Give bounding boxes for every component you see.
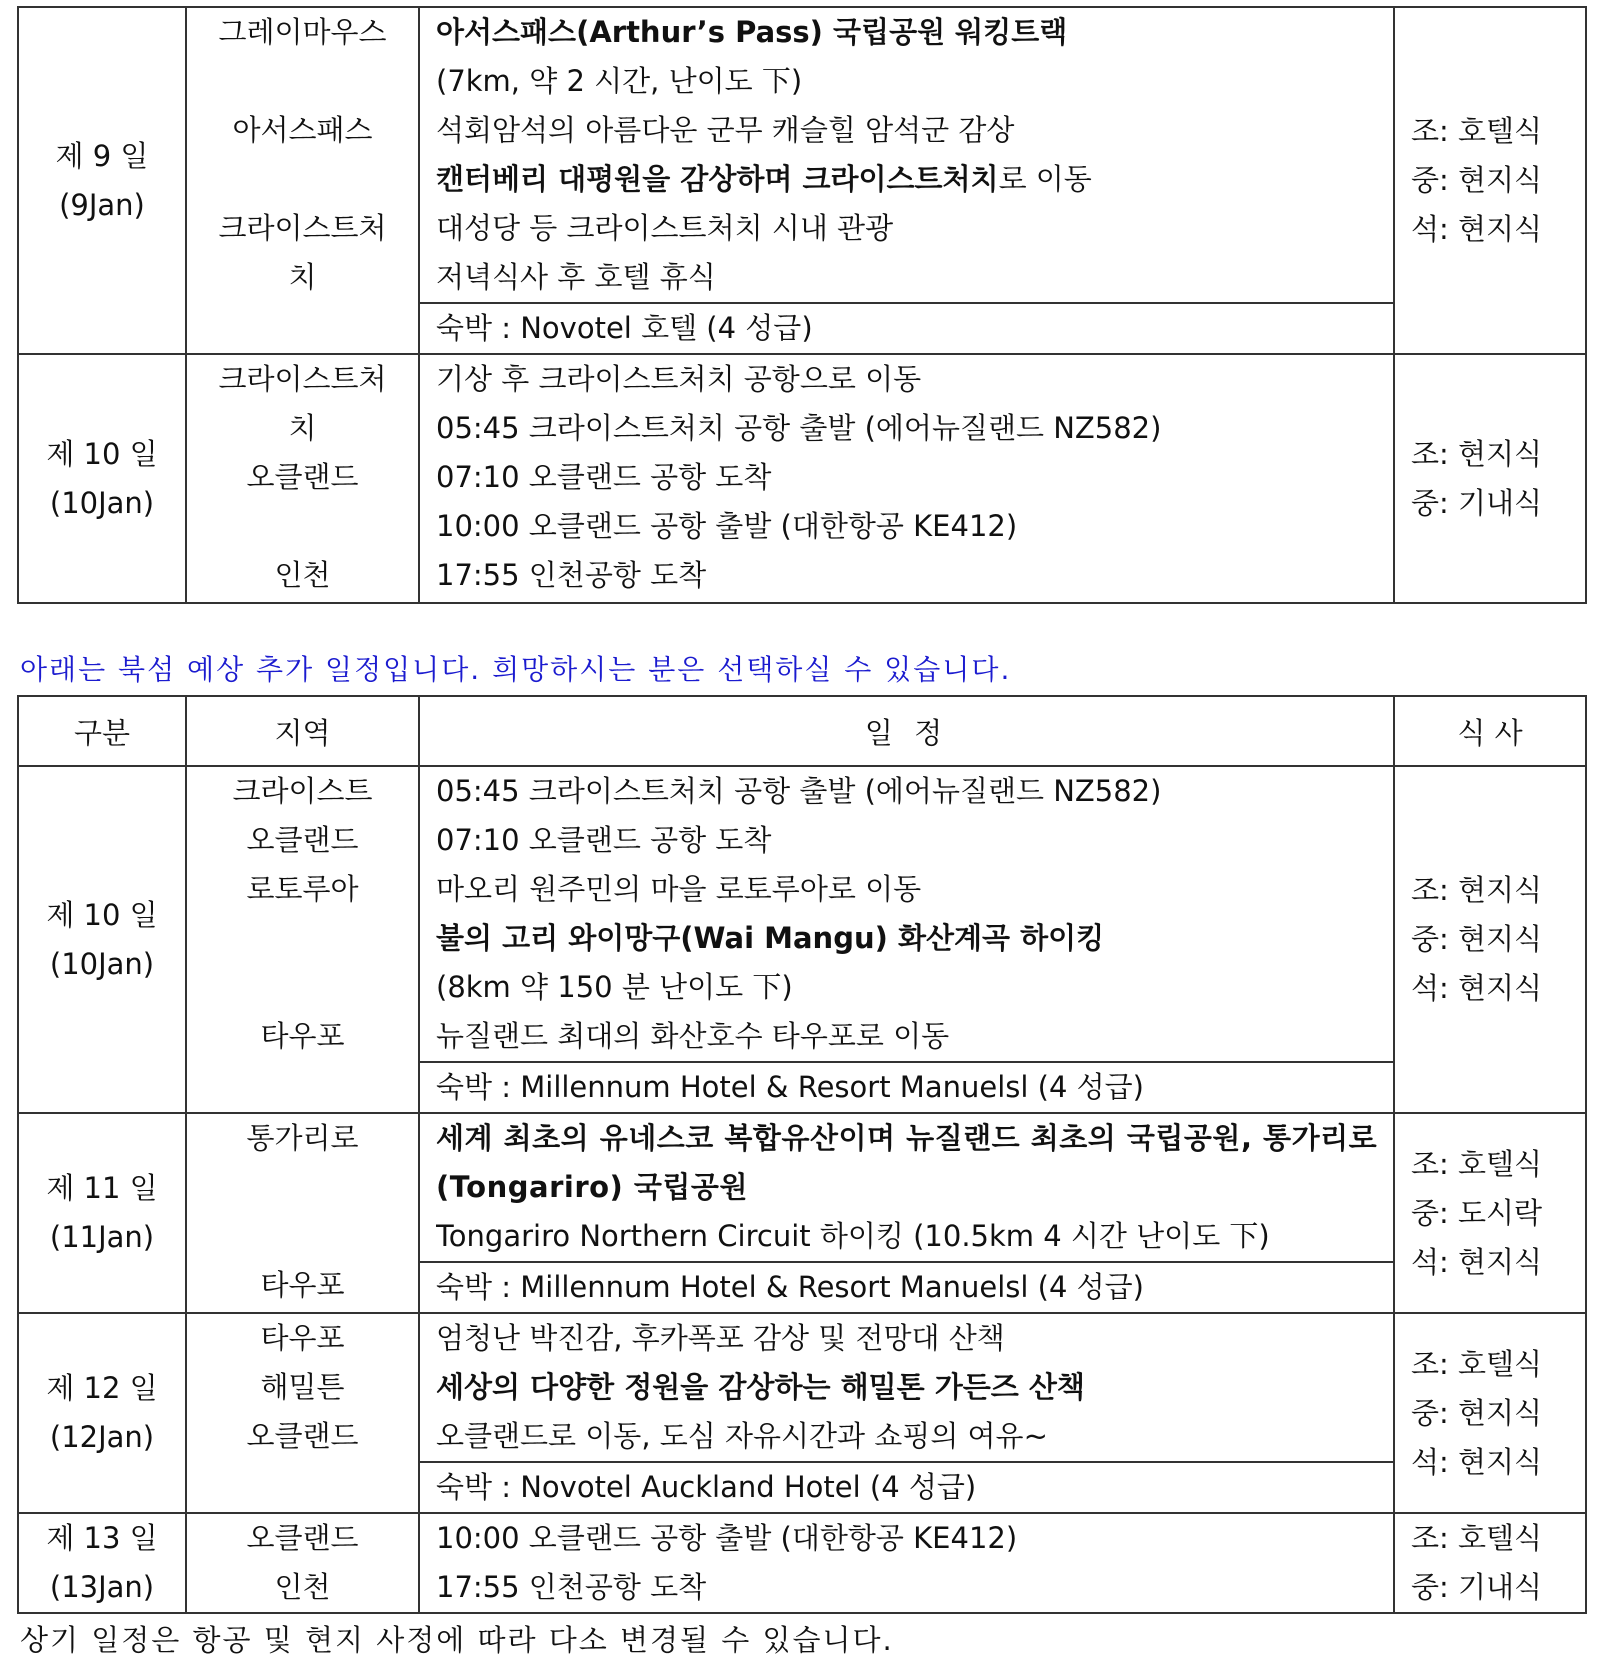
day-cell — [18, 1313, 186, 1513]
lodging-info: 숙박 : Novotel 호텔 (4 성급) — [420, 302, 1393, 353]
meal-item: 중: 도시락 — [1411, 1195, 1543, 1230]
region-cell — [186, 1313, 419, 1513]
region-name: 인천 — [274, 1570, 331, 1604]
schedule-cell — [419, 1113, 1394, 1313]
meal-item: 석: 현지식 — [1411, 971, 1543, 1005]
region-name: 아서스패스 — [232, 113, 373, 147]
day-label: 제 9 일 — [55, 138, 149, 173]
schedule-item — [436, 155, 1385, 204]
schedule-item: (8km 약 150 분 난이도 下) — [436, 970, 793, 1004]
schedule-item: 아서스패스(Arthur’s Pass) 국립공원 워킹트랙 — [436, 15, 1068, 49]
schedule-item: 저녁식사 후 호텔 휴식 — [436, 260, 716, 294]
meal-cell — [1394, 1513, 1586, 1613]
schedule-item: 오클랜드로 이동, 도심 자유시간과 쇼핑의 여유~ — [436, 1419, 1048, 1453]
region-name: 크라이스트 — [232, 774, 373, 808]
region-name: 타우포 — [260, 1321, 345, 1355]
lodging-info: 숙박 : Millennum Hotel & Resort Manuelsl (4 성급) — [420, 1061, 1393, 1112]
meal-cell — [1394, 1113, 1586, 1313]
region-cell — [186, 1113, 419, 1313]
region-name: 오클랜드 — [246, 460, 359, 494]
day-cell — [18, 7, 186, 354]
meal-item: 석: 현지식 — [1411, 1444, 1543, 1479]
table-row — [18, 1513, 1586, 1613]
schedule-item: 뉴질랜드 최대의 화산호수 타우포로 이동 — [436, 1019, 950, 1053]
schedule-item: 세계 최초의 유네스코 복합유산이며 뉴질랜드 최초의 국립공원, 통가리로(Tongariro) 국립공원 — [436, 1121, 1378, 1204]
meal-item: 중: 기내식 — [1411, 485, 1543, 520]
meal-cell — [1394, 354, 1586, 603]
meal-item: 조: 현지식 — [1411, 436, 1543, 471]
day-cell — [18, 1113, 186, 1313]
region-name: 인천 — [274, 558, 331, 592]
region-cell — [186, 354, 419, 603]
region-name: 치 — [288, 260, 317, 294]
region-name: 타우포 — [260, 1019, 345, 1053]
region-name: 타우포 — [260, 1268, 345, 1302]
schedule-cell — [419, 1513, 1394, 1613]
region-cell — [186, 1513, 419, 1613]
schedule-item: 07:10 오클랜드 공항 도착 — [436, 460, 772, 494]
region-cell — [186, 766, 419, 1113]
schedule-item: 마오리 원주민의 마을 로토루아로 이동 — [436, 872, 922, 906]
schedule-cell — [419, 766, 1394, 1113]
day-date: (13Jan) — [49, 1570, 155, 1604]
lodging-info: 숙박 : Novotel Auckland Hotel (4 성급) — [420, 1461, 1393, 1512]
schedule-text: 로 이동 — [998, 162, 1092, 196]
schedule-cell — [419, 7, 1394, 354]
itinerary-table-south — [17, 6, 1587, 604]
meal-item: 중: 현지식 — [1411, 1395, 1543, 1430]
region-name: 통가리로 — [246, 1121, 359, 1155]
schedule-cell — [419, 354, 1394, 603]
header-meal: 식 사 — [1394, 696, 1586, 766]
meal-cell — [1394, 1313, 1586, 1513]
day-date: (10Jan) — [49, 485, 155, 520]
schedule-item: Tongariro Northern Circuit 하이킹 (10.5km 4 시간 난이도 下) — [436, 1219, 1270, 1253]
day-date: (9Jan) — [59, 187, 145, 222]
meal-cell — [1394, 7, 1586, 354]
schedule-item: 대성당 등 크라이스트처치 시내 관광 — [436, 211, 894, 245]
day-date: (11Jan) — [49, 1220, 155, 1254]
table-row — [18, 7, 1586, 354]
region-name: 오클랜드 — [246, 1521, 359, 1555]
optional-itinerary-note: 아래는 북섬 예상 추가 일정입니다. 희망하시는 분은 선택하실 수 있습니다. — [20, 653, 1012, 686]
schedule-item: 05:45 크라이스트처치 공항 출발 (에어뉴질랜드 NZ582) — [436, 411, 1162, 445]
schedule-item: (7km, 약 2 시간, 난이도 下) — [436, 64, 803, 98]
region-cell — [186, 7, 419, 354]
table-row — [18, 766, 1586, 1113]
meal-cell — [1394, 766, 1586, 1113]
meal-item: 조: 호텔식 — [1411, 114, 1543, 148]
day-label: 제 11 일 — [46, 1171, 158, 1205]
schedule-item: 기상 후 크라이스트처치 공항으로 이동 — [436, 362, 922, 396]
meal-item: 조: 호텔식 — [1411, 1346, 1543, 1381]
header-region: 지역 — [186, 696, 419, 766]
region-name: 오클랜드 — [246, 1419, 359, 1453]
schedule-item: 세상의 다양한 정원을 감상하는 해밀톤 가든즈 산책 — [436, 1370, 1085, 1404]
region-name: 로토루아 — [246, 872, 359, 906]
region-name: 해밀튼 — [260, 1370, 345, 1404]
schedule-item: 17:55 인천공항 도착 — [436, 558, 707, 592]
meal-item: 중: 기내식 — [1411, 1570, 1543, 1604]
table-row — [18, 1313, 1586, 1513]
day-date: (10Jan) — [49, 946, 155, 981]
region-name: 크라이스트처 — [218, 211, 387, 245]
region-name: 오클랜드 — [246, 823, 359, 857]
day-label: 제 10 일 — [46, 897, 158, 932]
schedule-item: 17:55 인천공항 도착 — [436, 1570, 707, 1604]
schedule-highlight: 캔터베리 대평원을 감상하며 크라이스트처치 — [436, 162, 999, 196]
itinerary-table-north — [17, 695, 1587, 1614]
day-cell — [18, 354, 186, 603]
meal-item: 조: 현지식 — [1411, 873, 1543, 907]
meal-item: 석: 현지식 — [1411, 212, 1543, 246]
header-schedule: 일 정 — [419, 696, 1394, 766]
day-cell — [18, 766, 186, 1113]
day-label: 제 12 일 — [46, 1371, 158, 1405]
table-header-row — [18, 696, 1586, 766]
meal-item: 조: 호텔식 — [1411, 1146, 1543, 1181]
day-date: (12Jan) — [49, 1420, 155, 1454]
meal-item: 중: 현지식 — [1411, 163, 1543, 197]
schedule-cell — [419, 1313, 1394, 1513]
schedule-item: 엄청난 박진감, 후카폭포 감상 및 전망대 산책 — [436, 1321, 1005, 1355]
meal-item: 조: 호텔식 — [1411, 1521, 1543, 1555]
schedule-item: 10:00 오클랜드 공항 출발 (대한항공 KE412) — [436, 509, 1018, 543]
day-cell — [18, 1513, 186, 1613]
schedule-change-notice: 상기 일정은 항공 및 현지 사정에 따라 다소 변경될 수 있습니다. — [20, 1623, 894, 1657]
table-row — [18, 1113, 1586, 1313]
region-name: 그레이마우스 — [218, 15, 387, 49]
schedule-item: 07:10 오클랜드 공항 도착 — [436, 823, 772, 857]
schedule-item: 불의 고리 와이망구(Wai Mangu) 화산계곡 하이킹 — [436, 921, 1105, 955]
schedule-item: 10:00 오클랜드 공항 출발 (대한항공 KE412) — [436, 1521, 1018, 1555]
region-name: 크라이스트처 — [218, 362, 387, 396]
schedule-item: 05:45 크라이스트처치 공항 출발 (에어뉴질랜드 NZ582) — [436, 774, 1162, 808]
schedule-item: 석회암석의 아름다운 군무 캐슬힐 암석군 감상 — [436, 113, 1015, 147]
region-name: 치 — [288, 411, 317, 445]
meal-item: 중: 현지식 — [1411, 922, 1543, 956]
meal-item: 석: 현지식 — [1411, 1244, 1543, 1279]
lodging-info: 숙박 : Millennum Hotel & Resort Manuelsl (4 성급) — [420, 1261, 1393, 1312]
day-label: 제 10 일 — [46, 436, 158, 471]
header-division: 구분 — [18, 696, 186, 766]
table-row — [18, 354, 1586, 603]
day-label: 제 13 일 — [46, 1521, 158, 1555]
